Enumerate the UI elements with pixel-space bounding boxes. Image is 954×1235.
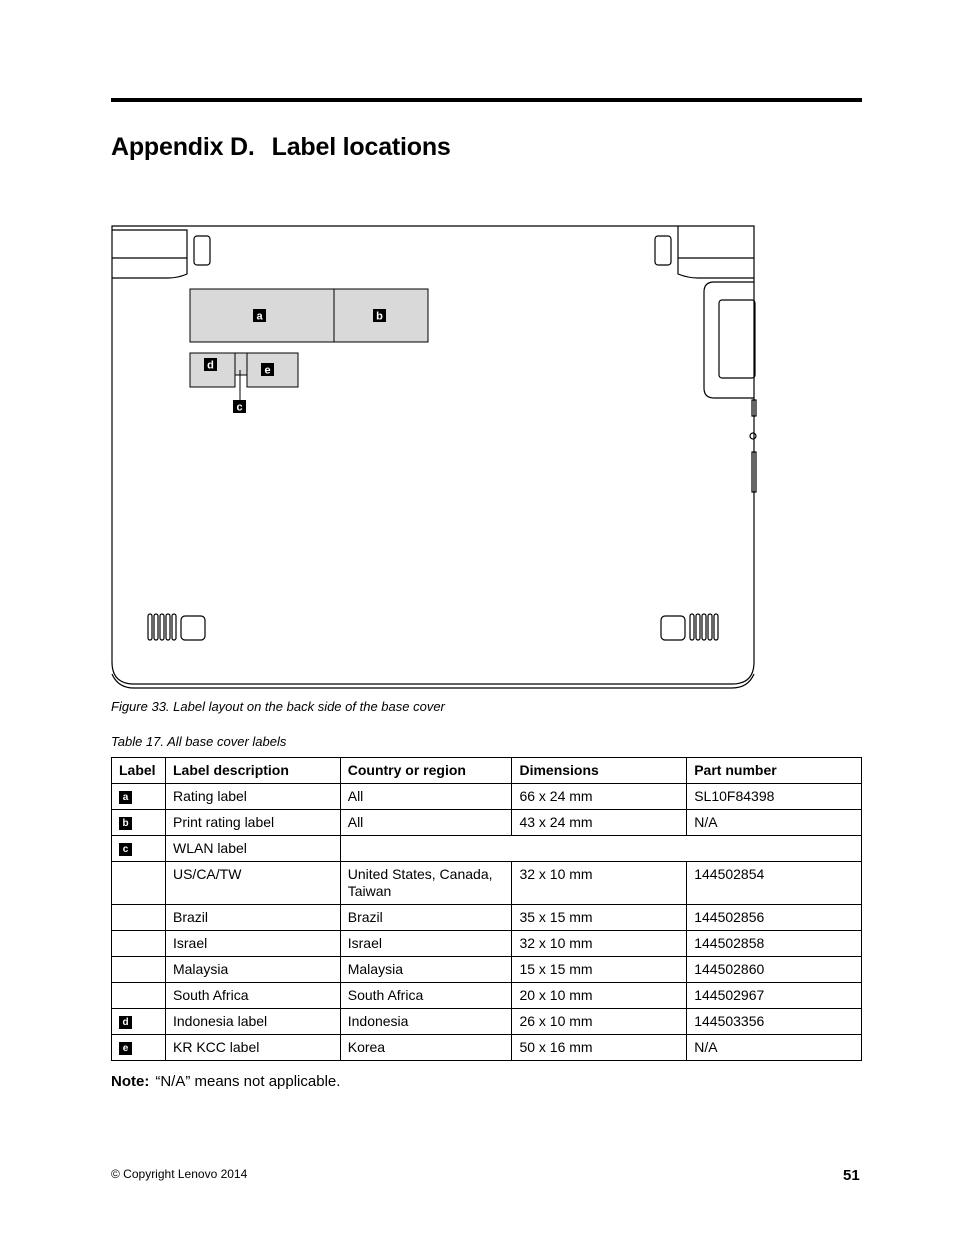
cell-country: Brazil <box>340 905 512 931</box>
right-hinge <box>678 226 754 278</box>
right-speaker-vent <box>690 614 718 640</box>
page-number: 51 <box>843 1167 860 1184</box>
callout-a: a <box>256 310 263 323</box>
cell-country: All <box>340 810 512 836</box>
callout-c: c <box>236 401 243 414</box>
page-title <box>111 133 451 162</box>
table-header-row <box>112 758 862 784</box>
label-badge: c <box>119 843 132 856</box>
cell-label-empty <box>112 957 166 983</box>
cell-part-number: 144502967 <box>687 983 862 1009</box>
cell-country: South Africa <box>340 983 512 1009</box>
cell-part-number: 144502860 <box>687 957 862 983</box>
cell-dimensions: 43 x 24 mm <box>512 810 687 836</box>
figure-caption: Figure 33. Label layout on the back side of the base cover <box>111 699 445 714</box>
cell-dimensions: 26 x 10 mm <box>512 1009 687 1035</box>
note-text: “N/A” means not applicable. <box>155 1073 341 1090</box>
note <box>111 1073 340 1090</box>
cell-dimensions: 32 x 10 mm <box>512 862 687 905</box>
base-cover-inner-edge <box>112 674 754 688</box>
header-part-number: Part number <box>687 758 862 784</box>
table-row <box>112 862 862 905</box>
cell-country: Malaysia <box>340 957 512 983</box>
appendix-number: Appendix D. <box>111 133 255 161</box>
table-row <box>112 810 862 836</box>
table-row <box>112 784 862 810</box>
cell-country: United States, Canada, Taiwan <box>340 862 512 905</box>
cell-description: WLAN label <box>165 836 340 862</box>
callout-e: e <box>264 364 271 377</box>
cell-dimensions: 32 x 10 mm <box>512 931 687 957</box>
cell-empty-span <box>340 836 861 862</box>
appendix-title: Label locations <box>271 133 451 161</box>
table-row <box>112 1035 862 1061</box>
cell-dimensions: 20 x 10 mm <box>512 983 687 1009</box>
header-description: Label description <box>165 758 340 784</box>
cell-dimensions: 50 x 16 mm <box>512 1035 687 1061</box>
label-badge: d <box>119 1016 132 1029</box>
cell-description: Israel <box>165 931 340 957</box>
cell-label-empty <box>112 931 166 957</box>
cell-part-number: 144503356 <box>687 1009 862 1035</box>
cell-part-number: 144502858 <box>687 931 862 957</box>
left-hinge <box>112 230 187 278</box>
table-row <box>112 836 862 862</box>
table-row <box>112 905 862 931</box>
table-row <box>112 1009 862 1035</box>
table-row <box>112 957 862 983</box>
header-label: Label <box>112 758 166 784</box>
table-row <box>112 931 862 957</box>
cell-dimensions: 66 x 24 mm <box>512 784 687 810</box>
label-badge: b <box>119 817 132 830</box>
cell-label-empty <box>112 905 166 931</box>
cell-country: Indonesia <box>340 1009 512 1035</box>
cell-description: KR KCC label <box>165 1035 340 1061</box>
copyright: © Copyright Lenovo 2014 <box>111 1167 248 1181</box>
side-bay <box>704 282 754 398</box>
cell-country: Israel <box>340 931 512 957</box>
cell-description: Brazil <box>165 905 340 931</box>
cell-label-empty <box>112 862 166 905</box>
label-badge: e <box>119 1042 132 1055</box>
cell-description: US/CA/TW <box>165 862 340 905</box>
cell-part-number: N/A <box>687 810 862 836</box>
header-dimensions: Dimensions <box>512 758 687 784</box>
base-cover-figure <box>108 222 758 692</box>
table-caption: Table 17. All base cover labels <box>111 734 287 749</box>
header-rule <box>111 98 862 102</box>
callout-b: b <box>376 310 383 323</box>
cell-dimensions: 15 x 15 mm <box>512 957 687 983</box>
cell-label-empty <box>112 983 166 1009</box>
note-label: Note: <box>111 1073 150 1090</box>
cell-description: South Africa <box>165 983 340 1009</box>
cell-country: Korea <box>340 1035 512 1061</box>
base-cover-labels-table <box>111 757 862 1061</box>
header-country: Country or region <box>340 758 512 784</box>
left-top-foot <box>194 236 210 265</box>
cell-part-number: N/A <box>687 1035 862 1061</box>
cell-country: All <box>340 784 512 810</box>
cell-part-number: 144502856 <box>687 905 862 931</box>
left-bottom-foot <box>181 616 205 640</box>
label-area-c <box>235 353 247 375</box>
right-bottom-foot <box>661 616 685 640</box>
cell-description: Print rating label <box>165 810 340 836</box>
cell-dimensions: 35 x 15 mm <box>512 905 687 931</box>
table-row <box>112 983 862 1009</box>
label-badge: a <box>119 791 132 804</box>
cell-part-number: 144502854 <box>687 862 862 905</box>
cell-part-number: SL10F84398 <box>687 784 862 810</box>
cell-description: Rating label <box>165 784 340 810</box>
cell-description: Malaysia <box>165 957 340 983</box>
cell-description: Indonesia label <box>165 1009 340 1035</box>
left-speaker-vent <box>148 614 176 640</box>
right-top-foot <box>655 236 671 265</box>
callout-d: d <box>207 359 214 372</box>
